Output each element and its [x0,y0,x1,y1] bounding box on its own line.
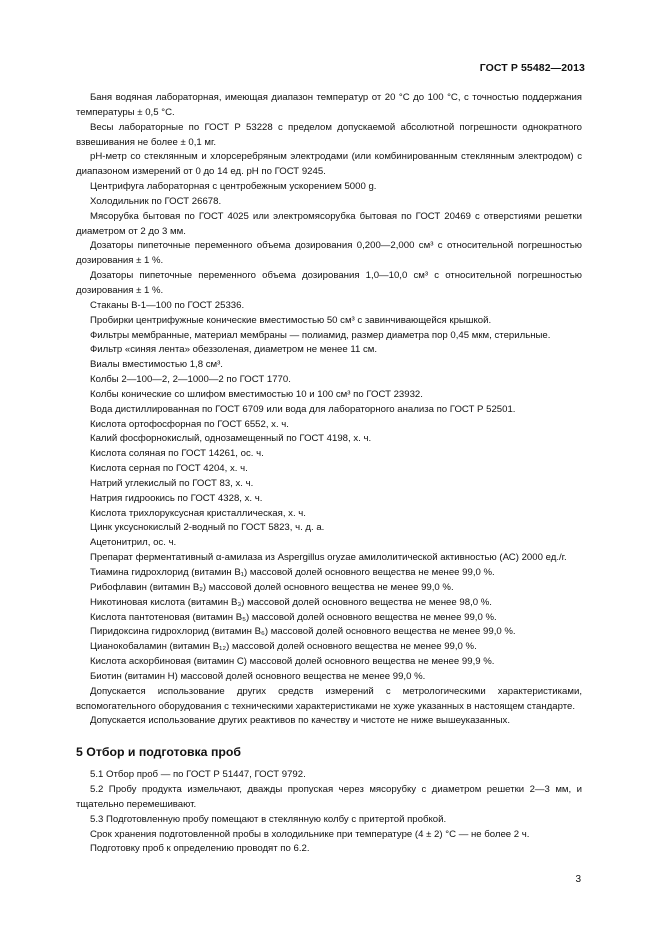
paragraph: Допускается использование других реактивов по качеству и чистоте не ниже вышеуказанных. [90,715,510,727]
paragraph: Дозаторы пипеточные переменного объема дозирования 0,200—2,000 см³ с относительной погрешностью дозирования ± 1 %. [76,240,582,267]
paragraph: Дозаторы пипеточные переменного объема дозирования 1,0—10,0 см³ с относительной погрешностью дозирования ± 1 %. [76,270,582,296]
paragraph: Стаканы В-1—100 по ГОСТ 25336. [90,299,245,311]
paragraph: Колбы конические со шлифом вместимостью 10 и 100 см³ по ГОСТ 23932. [90,388,423,400]
paragraph: Фильтр «синяя лента» обеззоленая, диаметром не менее 11 см. [90,344,378,356]
paragraph: 5.2 Пробу продукта измельчают, дважды пропуская через мясорубку с диаметром решетки 2—3 мм, и тщательно перемешивают. [76,783,582,810]
paragraph: Тиамина гидрохлорид (витамин В₁) массовой долей основного вещества не менее 99,0 %. [90,567,495,578]
paragraph: Никотиновая кислота (витамин В₃) массовой долей основного вещества не менее 98,0 %. [90,596,492,608]
paragraph: Кислота соляная по ГОСТ 14261, ос. ч. [90,448,264,460]
paragraph: Мясорубка бытовая по ГОСТ 4025 или электромясорубка бытовая по ГОСТ 20469 с отверстиями решетки диаметром от 2 до 3 мм. [76,210,582,237]
paragraph: 5.3 Подготовленную пробу помещают в стеклянную колбу с притертой пробкой. [90,813,447,825]
paragraph: Пиридоксина гидрохлорид (витамин В₆) массовой долей основного вещества не менее 99,0 %. [90,626,516,638]
paragraph: Вода дистиллированная по ГОСТ 6709 или вода для лабораторного анализа по ГОСТ Р 52501. [90,403,516,415]
page-number: 3 [575,874,581,885]
paragraph: Подготовку проб к определению проводят по 6.2. [90,843,310,855]
paragraph: 5.1 Отбор проб — по ГОСТ Р 51447, ГОСТ 9792. [90,769,306,781]
paragraph: Баня водяная лабораторная, имеющая диапазон температур от 20 °С до 100 °С, с точностью поддержания температуры ± 0,5 °С. [76,92,582,118]
section-title: 5 Отбор и подготовка проб [76,745,241,760]
paragraph: Калий фосфорнокислый, однозамещенный по ГОСТ 4198, х. ч. [90,433,372,445]
paragraph: Цинк уксуснокислый 2-водный по ГОСТ 5823, ч. д. а. [90,522,325,534]
paragraph: Кислота трихлоруксусная кристаллическая, х. ч. [90,507,306,519]
paragraph: Биотин (витамин Н) массовой долей основного вещества не менее 99,0 %. [90,670,426,682]
paragraph: Колбы 2—100—2, 2—1000—2 по ГОСТ 1770. [90,374,291,386]
equipment-list [76,91,582,729]
paragraph: Виалы вместимостью 1,8 см³. [90,359,223,371]
paragraph: рН-метр со стеклянным и хлорсеребряным электродами (или комбинированным стеклянным электродом) с диапазоном измерений от 0 до 14 ед. рН по ГОСТ 9245. [76,151,582,178]
paragraph: Кислота пантотеновая (витамин В₅) массовой долей основного вещества не менее 99,0 %. [90,611,497,623]
paragraph: Препарат ферментативный α-амилаза из Aspergillus oryzae амилолитической активностью (АС) 2000 ед./г. [90,552,567,564]
document-code-header: ГОСТ Р 55482—2013 [479,62,585,74]
paragraph: Пробирки центрифужные конические вместимостью 50 см³ с завинчивающейся крышкой. [90,314,492,326]
paragraph: Кислота ортофосфорная по ГОСТ 6552, х. ч. [90,418,289,430]
paragraph: Допускается использование других средств измерений с метрологическими характеристиками, вспомогательного оборудования с техническими характеристиками не хуже указанных в настоящем стандарте. [76,685,582,712]
paragraph: Фильтры мембранные, материал мембраны — полиамид, размер диаметра пор 0,45 мкм, стерильные. [90,329,551,341]
paragraph: Рибофлавин (витамин В₂) массовой долей основного вещества не менее 99,0 %. [90,581,454,593]
paragraph: Холодильник по ГОСТ 26678. [90,195,222,207]
paragraph: Ацетонитрил, ос. ч. [90,537,177,549]
paragraph: Кислота аскорбиновая (витамин С) массовой долей основного вещества не менее 99,9 %. [90,656,495,668]
paragraph: Натрий углекислый по ГОСТ 83, х. ч. [90,477,254,489]
paragraph: Центрифуга лабораторная с центробежным ускорением 5000 g. [90,181,377,193]
paragraph: Весы лабораторные по ГОСТ Р 53228 с пределом допускаемой абсолютной погрешности однократного взвешивания не более ± 0,1 мг. [76,121,582,148]
paragraph: Натрия гидроокись по ГОСТ 4328, х. ч. [90,492,263,504]
paragraph: Кислота серная по ГОСТ 4204, х. ч. [90,463,248,475]
paragraph: Срок хранения подготовленной пробы в холодильнике при температуре (4 ± 2) °С — не более 2 ч. [90,828,530,840]
paragraph: Цианокобаламин (витамин В₁₂) массовой долей основного вещества не менее 99,0 %. [90,641,477,653]
page-content [76,91,582,857]
section-5-paragraphs [76,768,582,857]
